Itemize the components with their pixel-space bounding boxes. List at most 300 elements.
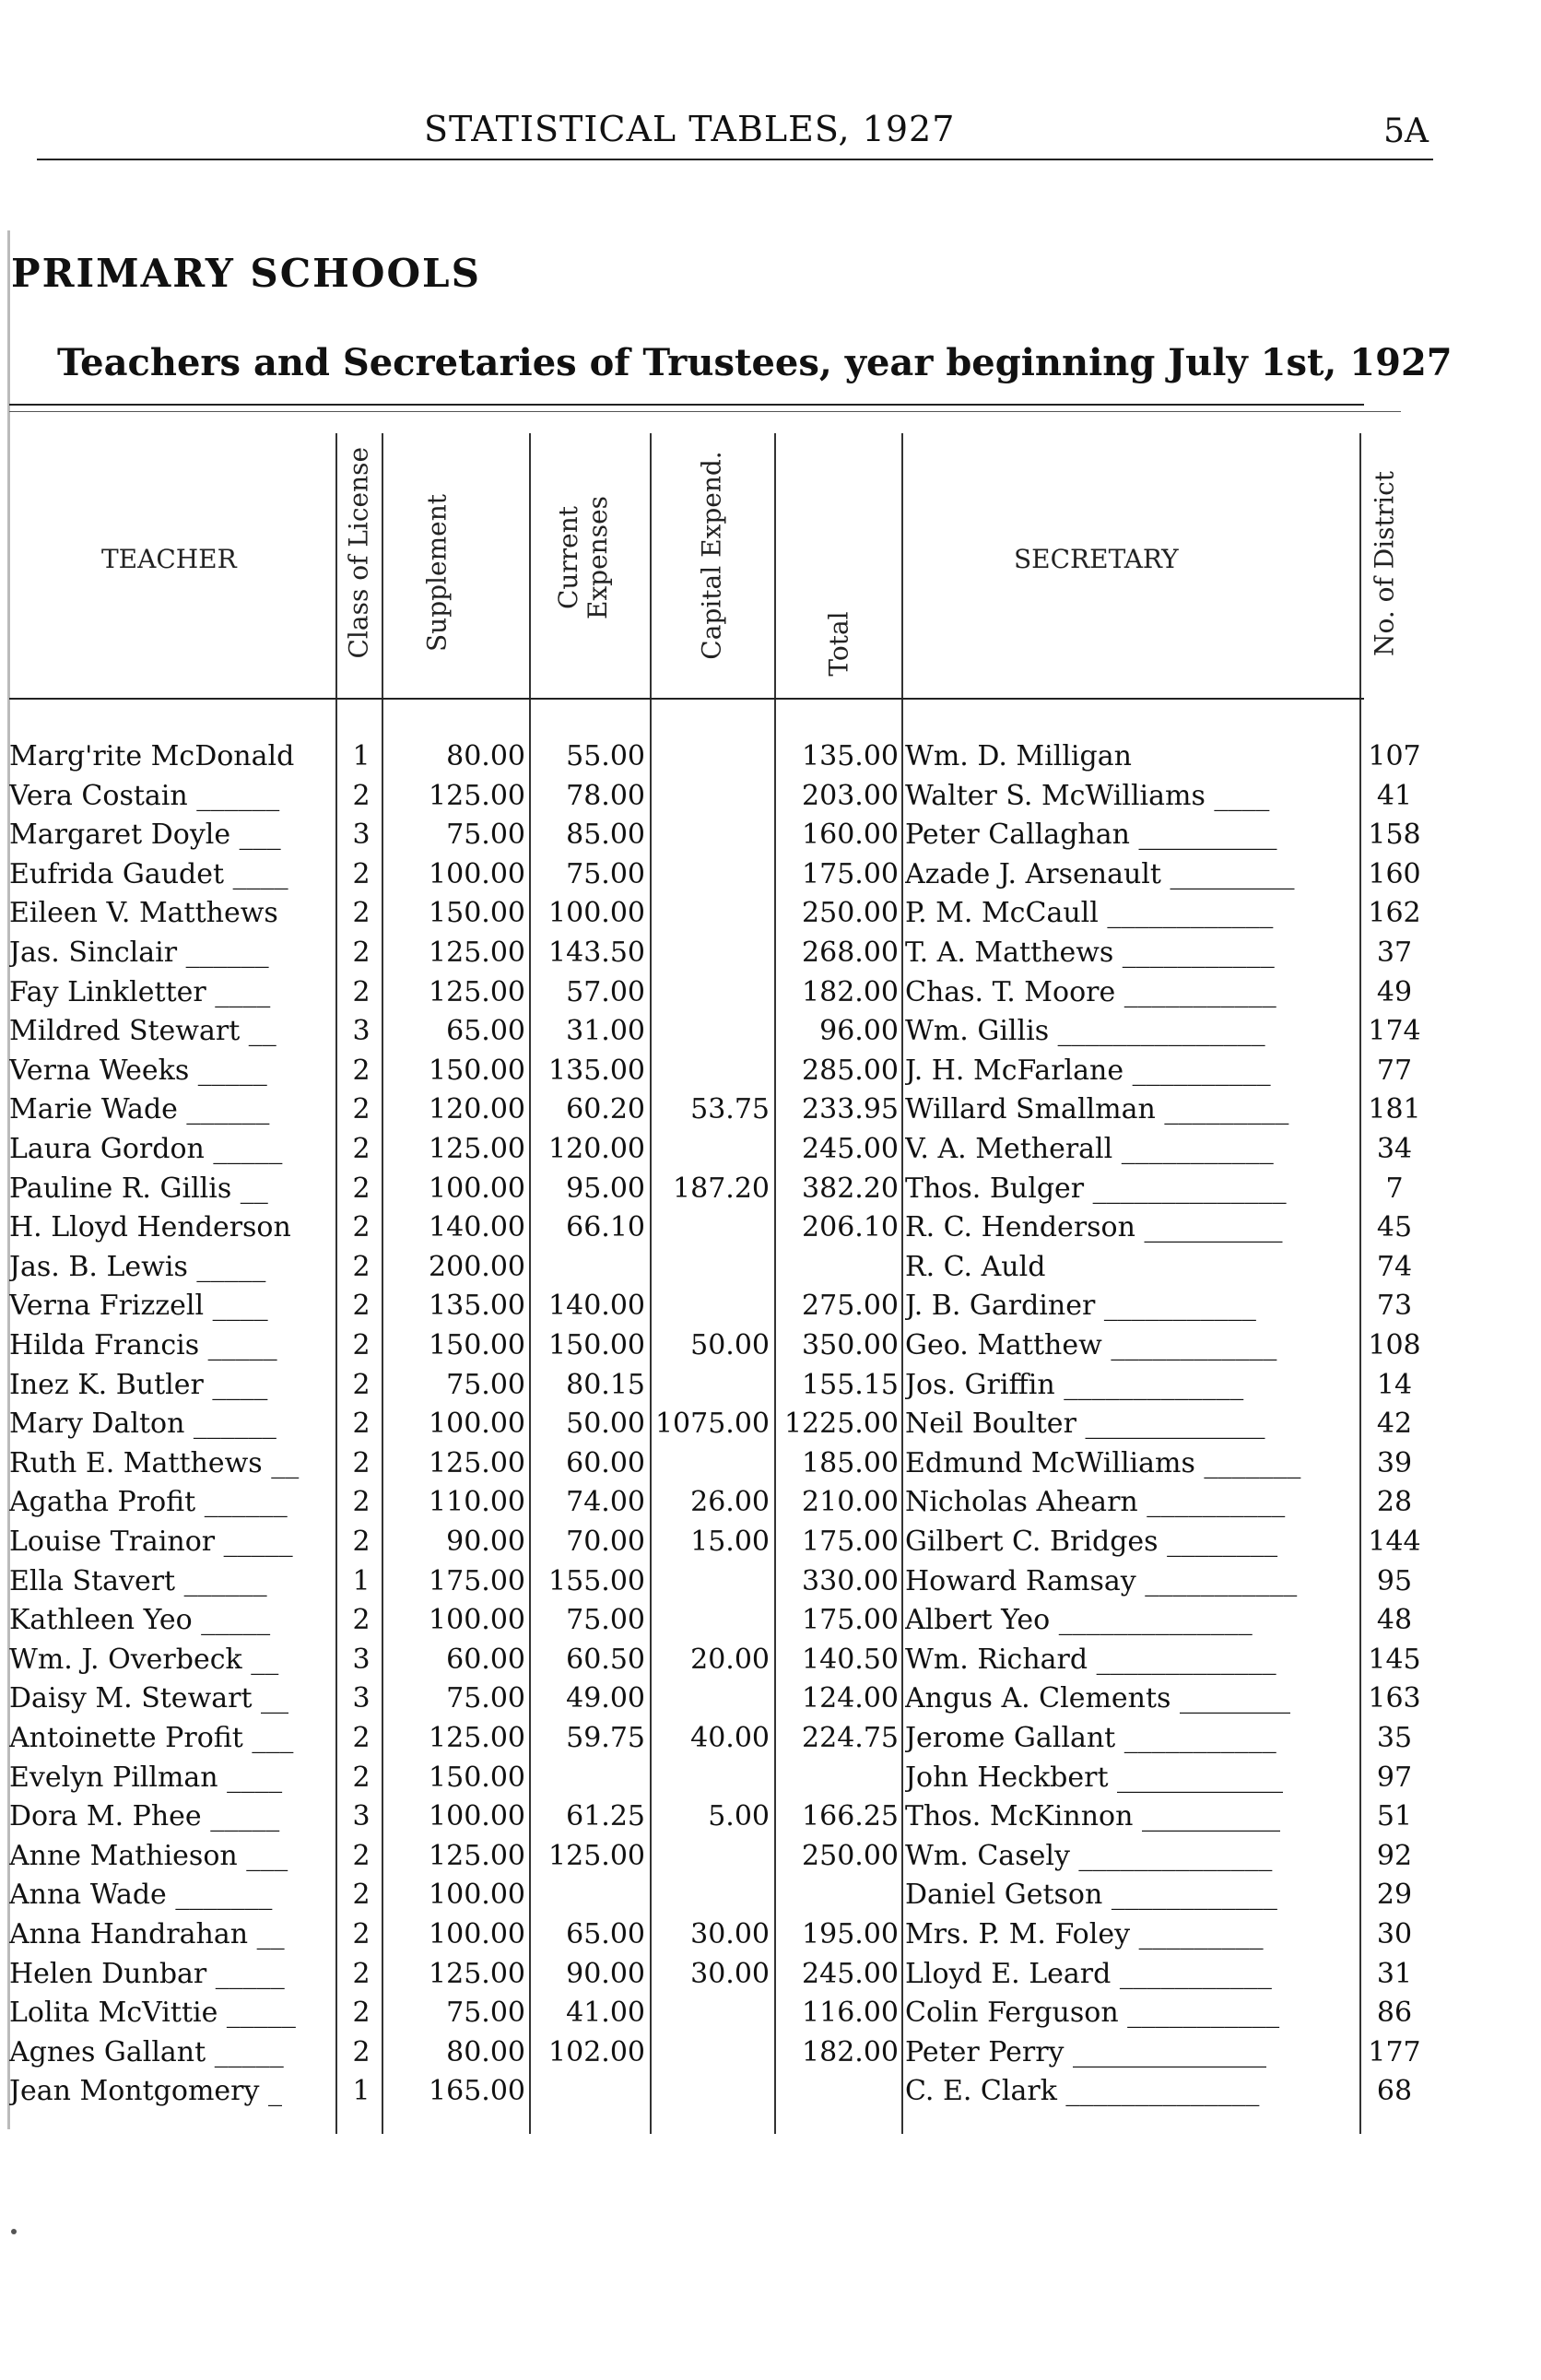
- supplement-amount: 60.00: [446, 1643, 525, 1676]
- table-row: [0, 1759, 1541, 1797]
- district-number: 39: [1376, 1446, 1413, 1479]
- table-row: [0, 1837, 1541, 1876]
- secretary-name: Wm. Richard _____________: [905, 1643, 1276, 1676]
- current-expenses: 65.00: [566, 1918, 645, 1950]
- teacher-name: Daisy M. Stewart __: [9, 1682, 289, 1715]
- class-of-license: 2: [352, 1761, 371, 1794]
- teacher-name: Anne Mathieson ___: [9, 1839, 288, 1872]
- table-row: [0, 1130, 1541, 1169]
- current-expenses: 41.00: [566, 1997, 645, 2030]
- district-number: 108: [1368, 1329, 1421, 1361]
- stray-mark: [11, 2229, 17, 2234]
- total-amount: 166.25: [802, 1800, 899, 1833]
- secretary-name: John Heckbert ____________: [905, 1761, 1284, 1794]
- district-number: 145: [1368, 1643, 1421, 1676]
- total-amount: 233.95: [802, 1093, 899, 1126]
- teacher-name: Anna Handrahan __: [9, 1918, 285, 1950]
- secretary-name: Thos. Bulger ______________: [905, 1172, 1287, 1205]
- class-of-license: 2: [352, 1486, 371, 1519]
- secretary-name: J. B. Gardiner ___________: [905, 1290, 1256, 1323]
- secretary-name: C. E. Clark ______________: [905, 2075, 1260, 2108]
- secretary-name: Howard Ramsay ___________: [905, 1564, 1298, 1597]
- total-amount: 203.00: [802, 779, 899, 812]
- class-of-license: 1: [352, 740, 371, 772]
- supplement-amount: 100.00: [429, 1800, 525, 1833]
- teacher-name: Lolita McVittie _____: [9, 1997, 296, 2030]
- supplement-amount: 100.00: [429, 1172, 525, 1205]
- current-expenses: 125.00: [548, 1839, 645, 1872]
- teacher-name: Margaret Doyle ___: [9, 819, 281, 852]
- total-amount: 195.00: [802, 1918, 899, 1950]
- district-number: 92: [1376, 1839, 1413, 1872]
- supplement-amount: 125.00: [429, 1839, 525, 1872]
- header-total: Total: [823, 611, 854, 677]
- teacher-name: Mary Dalton ______: [9, 1408, 276, 1441]
- current-expenses: 55.00: [566, 740, 645, 772]
- total-amount: 268.00: [802, 937, 899, 969]
- district-number: 29: [1376, 1879, 1413, 1912]
- table-row: [0, 1287, 1541, 1325]
- district-number: 97: [1376, 1761, 1413, 1794]
- supplement-amount: 135.00: [429, 1290, 525, 1323]
- district-number: 48: [1376, 1604, 1413, 1637]
- class-of-license: 2: [352, 1250, 371, 1283]
- table-row: [0, 2072, 1541, 2111]
- secretary-name: Peter Perry ______________: [905, 2035, 1267, 2068]
- section-subtitle: Teachers and Secretaries of Trustees, year beginning July 1st, 1927: [57, 341, 1453, 384]
- secretary-name: Peter Callaghan __________: [905, 819, 1277, 852]
- table-row: [0, 1915, 1541, 1954]
- current-expenses: 85.00: [566, 819, 645, 852]
- table-row: [0, 737, 1541, 776]
- current-expenses: 120.00: [548, 1133, 645, 1165]
- secretary-name: Wm. Casely ______________: [905, 1839, 1273, 1872]
- class-of-license: 2: [352, 1918, 371, 1950]
- teacher-name: Dora M. Phee _____: [9, 1800, 280, 1833]
- header-current-line2: Expenses: [582, 495, 613, 620]
- class-of-license: 1: [352, 1564, 371, 1597]
- capital-expend: 26.00: [690, 1486, 770, 1519]
- total-amount: 155.15: [802, 1368, 899, 1401]
- supplement-amount: 80.00: [446, 740, 525, 772]
- teacher-name: Verna Weeks _____: [9, 1054, 267, 1087]
- table-row: [0, 1876, 1541, 1915]
- current-expenses: 150.00: [548, 1329, 645, 1361]
- header-teacher: TEACHER: [101, 544, 237, 574]
- teacher-name: Wm. J. Overbeck __: [9, 1643, 279, 1676]
- secretary-name: R. C. Henderson __________: [905, 1211, 1283, 1244]
- supplement-amount: 75.00: [446, 819, 525, 852]
- supplement-amount: 100.00: [429, 1604, 525, 1637]
- class-of-license: 2: [352, 1093, 371, 1126]
- total-amount: 1225.00: [783, 1408, 899, 1441]
- current-expenses: 75.00: [566, 1604, 645, 1637]
- total-amount: 116.00: [802, 1997, 899, 2030]
- class-of-license: 2: [352, 975, 371, 1008]
- capital-expend: 1075.00: [654, 1408, 770, 1441]
- district-number: 35: [1376, 1722, 1413, 1754]
- total-amount: 124.00: [802, 1682, 899, 1715]
- secretary-name: Edmund McWilliams _______: [905, 1446, 1301, 1479]
- teacher-name: Kathleen Yeo _____: [9, 1604, 271, 1637]
- district-number: 31: [1376, 1957, 1413, 1990]
- current-expenses: 135.00: [548, 1054, 645, 1087]
- capital-expend: 187.20: [673, 1172, 770, 1205]
- class-of-license: 3: [352, 1800, 371, 1833]
- table-row: [0, 934, 1541, 972]
- table-row: [0, 1208, 1541, 1247]
- supplement-amount: 165.00: [429, 2075, 525, 2108]
- total-amount: 210.00: [802, 1486, 899, 1519]
- teacher-name: Louise Trainor _____: [9, 1526, 293, 1558]
- district-number: 74: [1376, 1250, 1413, 1283]
- teacher-name: Agatha Profit ______: [9, 1486, 288, 1519]
- table-row: [0, 1366, 1541, 1405]
- teacher-name: Marie Wade ______: [9, 1093, 270, 1126]
- supplement-amount: 75.00: [446, 1368, 525, 1401]
- table-row: [0, 1248, 1541, 1287]
- header-current-expenses: [554, 493, 618, 622]
- class-of-license: 2: [352, 1172, 371, 1205]
- teacher-name: H. Lloyd Henderson: [9, 1211, 291, 1244]
- table-row: [0, 855, 1541, 894]
- header-current-line1: Current: [553, 505, 583, 610]
- class-of-license: 2: [352, 779, 371, 812]
- total-amount: 96.00: [819, 1015, 899, 1048]
- district-number: 107: [1368, 740, 1421, 772]
- class-of-license: 3: [352, 1643, 371, 1676]
- total-amount: 382.20: [802, 1172, 899, 1205]
- class-of-license: 2: [352, 1329, 371, 1361]
- secretary-name: P. M. McCaull ____________: [905, 897, 1274, 930]
- teacher-name: Jas. Sinclair ______: [9, 937, 269, 969]
- district-number: 181: [1368, 1093, 1421, 1126]
- current-expenses: 60.50: [566, 1643, 645, 1676]
- capital-expend: 50.00: [690, 1329, 770, 1361]
- current-expenses: 66.10: [566, 1211, 645, 1244]
- class-of-license: 3: [352, 819, 371, 852]
- teacher-name: Verna Frizzell ____: [9, 1290, 268, 1323]
- current-expenses: 80.15: [566, 1368, 645, 1401]
- supplement-amount: 150.00: [429, 1329, 525, 1361]
- secretary-name: Willard Smallman _________: [905, 1093, 1289, 1126]
- header-rule: [37, 159, 1433, 160]
- class-of-license: 2: [352, 1722, 371, 1754]
- secretary-name: Neil Boulter _____________: [905, 1408, 1265, 1441]
- supplement-amount: 110.00: [429, 1486, 525, 1519]
- secretary-name: Angus A. Clements ________: [905, 1682, 1290, 1715]
- district-number: 95: [1376, 1564, 1413, 1597]
- supplement-amount: 100.00: [429, 1918, 525, 1950]
- table-row: [0, 1719, 1541, 1758]
- teacher-name: Jas. B. Lewis _____: [9, 1250, 266, 1283]
- supplement-amount: 125.00: [429, 1133, 525, 1165]
- page-number: 5A: [1383, 112, 1429, 150]
- class-of-license: 2: [352, 1368, 371, 1401]
- district-number: 162: [1368, 897, 1421, 930]
- teacher-name: Ella Stavert ______: [9, 1564, 267, 1597]
- total-amount: 185.00: [802, 1446, 899, 1479]
- teacher-name: Agnes Gallant _____: [9, 2035, 284, 2068]
- class-of-license: 2: [352, 937, 371, 969]
- supplement-amount: 150.00: [429, 897, 525, 930]
- supplement-amount: 125.00: [429, 1722, 525, 1754]
- current-expenses: 95.00: [566, 1172, 645, 1205]
- supplement-amount: 120.00: [429, 1093, 525, 1126]
- total-amount: 206.10: [802, 1211, 899, 1244]
- total-amount: 175.00: [802, 1604, 899, 1637]
- class-of-license: 2: [352, 1997, 371, 2030]
- district-number: 73: [1376, 1290, 1413, 1323]
- capital-expend: 15.00: [690, 1526, 770, 1558]
- header-no-of-district: No. of District: [1369, 470, 1400, 657]
- secretary-name: Walter S. McWilliams ____: [905, 779, 1270, 812]
- current-expenses: 140.00: [548, 1290, 645, 1323]
- secretary-name: Nicholas Ahearn __________: [905, 1486, 1286, 1519]
- total-amount: 175.00: [802, 857, 899, 890]
- table-row: [0, 1483, 1541, 1522]
- supplement-amount: 140.00: [429, 1211, 525, 1244]
- secretary-name: T. A. Matthews ___________: [905, 937, 1275, 969]
- supplement-amount: 125.00: [429, 779, 525, 812]
- district-number: 51: [1376, 1800, 1413, 1833]
- class-of-license: 2: [352, 1604, 371, 1637]
- supplement-amount: 125.00: [429, 937, 525, 969]
- total-amount: 350.00: [802, 1329, 899, 1361]
- district-number: 49: [1376, 975, 1413, 1008]
- secretary-name: Geo. Matthew ____________: [905, 1329, 1277, 1361]
- table-row: [0, 1601, 1541, 1640]
- capital-expend: 40.00: [690, 1722, 770, 1754]
- table-top-rule: [9, 404, 1364, 406]
- table-row: [0, 1326, 1541, 1365]
- current-expenses: 60.00: [566, 1446, 645, 1479]
- table-row: [0, 1797, 1541, 1836]
- class-of-license: 3: [352, 1682, 371, 1715]
- secretary-name: Lloyd E. Leard ___________: [905, 1957, 1272, 1990]
- supplement-amount: 200.00: [429, 1250, 525, 1283]
- capital-expend: 20.00: [690, 1643, 770, 1676]
- class-of-license: 2: [352, 1879, 371, 1912]
- secretary-name: Gilbert C. Bridges ________: [905, 1526, 1278, 1558]
- running-title: STATISTICAL TABLES, 1927: [424, 109, 956, 149]
- district-number: 163: [1368, 1682, 1421, 1715]
- current-expenses: 61.25: [566, 1800, 645, 1833]
- teacher-name: Helen Dunbar _____: [9, 1957, 285, 1990]
- supplement-amount: 125.00: [429, 975, 525, 1008]
- total-amount: 285.00: [802, 1054, 899, 1087]
- total-amount: 245.00: [802, 1957, 899, 1990]
- district-number: 86: [1376, 1997, 1413, 2030]
- teacher-name: Evelyn Pillman ____: [9, 1761, 283, 1794]
- district-number: 160: [1368, 857, 1421, 890]
- district-number: 158: [1368, 819, 1421, 852]
- current-expenses: 75.00: [566, 857, 645, 890]
- total-amount: 250.00: [802, 897, 899, 930]
- table-row: [0, 973, 1541, 1012]
- class-of-license: 1: [352, 2075, 371, 2108]
- current-expenses: 143.50: [548, 937, 645, 969]
- total-amount: 182.00: [802, 2035, 899, 2068]
- class-of-license: 2: [352, 1957, 371, 1990]
- total-amount: 175.00: [802, 1526, 899, 1558]
- teacher-name: Vera Costain ______: [9, 779, 280, 812]
- class-of-license: 3: [352, 1015, 371, 1048]
- teacher-name: Jean Montgomery _: [9, 2075, 282, 2108]
- current-expenses: 90.00: [566, 1957, 645, 1990]
- district-number: 37: [1376, 937, 1413, 969]
- table-row: [0, 1444, 1541, 1483]
- district-number: 30: [1376, 1918, 1413, 1950]
- secretary-name: J. H. McFarlane __________: [905, 1054, 1271, 1087]
- secretary-name: Chas. T. Moore ___________: [905, 975, 1276, 1008]
- class-of-license: 2: [352, 1446, 371, 1479]
- header-class-of-license: Class of License: [343, 446, 374, 659]
- teacher-name: Pauline R. Gillis __: [9, 1172, 268, 1205]
- secretary-name: Wm. D. Milligan: [905, 740, 1132, 772]
- table-row: [0, 2033, 1541, 2072]
- current-expenses: 60.20: [566, 1093, 645, 1126]
- table-row: [0, 1052, 1541, 1090]
- table-row: [0, 1090, 1541, 1129]
- header-capital-expend: Capital Expend.: [696, 451, 727, 660]
- table-row: [0, 1523, 1541, 1561]
- teacher-name: Ruth E. Matthews __: [9, 1446, 300, 1479]
- total-amount: 275.00: [802, 1290, 899, 1323]
- capital-expend: 30.00: [690, 1957, 770, 1990]
- current-expenses: 59.75: [566, 1722, 645, 1754]
- capital-expend: 5.00: [708, 1800, 770, 1833]
- secretary-name: Jerome Gallant ___________: [905, 1722, 1276, 1754]
- class-of-license: 2: [352, 1408, 371, 1441]
- secretary-name: Thos. McKinnon __________: [905, 1800, 1280, 1833]
- capital-expend: 53.75: [690, 1093, 770, 1126]
- teacher-name: Antoinette Profit ___: [9, 1722, 294, 1754]
- supplement-amount: 100.00: [429, 1408, 525, 1441]
- table-row: [0, 894, 1541, 933]
- table-row: [0, 1405, 1541, 1443]
- class-of-license: 2: [352, 1133, 371, 1165]
- secretary-name: Mrs. P. M. Foley _________: [905, 1918, 1264, 1950]
- table-row: [0, 1562, 1541, 1601]
- current-expenses: 74.00: [566, 1486, 645, 1519]
- teacher-name: Laura Gordon _____: [9, 1133, 283, 1165]
- table-row: [0, 816, 1541, 854]
- current-expenses: 102.00: [548, 2035, 645, 2068]
- teacher-name: Mildred Stewart __: [9, 1015, 276, 1048]
- secretary-name: Wm. Gillis _______________: [905, 1015, 1265, 1048]
- supplement-amount: 175.00: [429, 1564, 525, 1597]
- current-expenses: 57.00: [566, 975, 645, 1008]
- header-supplement: Supplement: [421, 494, 453, 652]
- district-number: 177: [1368, 2035, 1421, 2068]
- total-amount: 330.00: [802, 1564, 899, 1597]
- teacher-name: Hilda Francis _____: [9, 1329, 277, 1361]
- supplement-amount: 75.00: [446, 1682, 525, 1715]
- current-expenses: 78.00: [566, 779, 645, 812]
- total-amount: 182.00: [802, 975, 899, 1008]
- supplement-amount: 150.00: [429, 1761, 525, 1794]
- running-head: [37, 109, 1429, 155]
- secretary-name: R. C. Auld: [905, 1250, 1046, 1283]
- table-row: [0, 1012, 1541, 1051]
- class-of-license: 2: [352, 1839, 371, 1872]
- district-number: 77: [1376, 1054, 1413, 1087]
- teacher-name: Inez K. Butler ____: [9, 1368, 268, 1401]
- supplement-amount: 100.00: [429, 1879, 525, 1912]
- table-row: [0, 1170, 1541, 1208]
- current-expenses: 31.00: [566, 1015, 645, 1048]
- teacher-name: Eileen V. Matthews: [9, 897, 278, 930]
- district-number: 144: [1368, 1526, 1421, 1558]
- district-number: 7: [1385, 1172, 1404, 1205]
- district-number: 28: [1376, 1486, 1413, 1519]
- current-expenses: 100.00: [548, 897, 645, 930]
- supplement-amount: 125.00: [429, 1446, 525, 1479]
- class-of-license: 2: [352, 857, 371, 890]
- table-row: [0, 1679, 1541, 1718]
- teacher-name: Marg'rite McDonald: [9, 740, 295, 772]
- table-row: [0, 777, 1541, 816]
- table-row: [0, 1641, 1541, 1679]
- supplement-amount: 65.00: [446, 1015, 525, 1048]
- total-amount: 250.00: [802, 1839, 899, 1872]
- section-title: PRIMARY SCHOOLS: [11, 251, 481, 296]
- class-of-license: 2: [352, 1290, 371, 1323]
- district-number: 68: [1376, 2075, 1413, 2108]
- secretary-name: Colin Ferguson ___________: [905, 1997, 1280, 2030]
- current-expenses: 50.00: [566, 1408, 645, 1441]
- supplement-amount: 150.00: [429, 1054, 525, 1087]
- class-of-license: 2: [352, 897, 371, 930]
- total-amount: 140.50: [802, 1643, 899, 1676]
- total-amount: 160.00: [802, 819, 899, 852]
- district-number: 34: [1376, 1133, 1413, 1165]
- total-amount: 245.00: [802, 1133, 899, 1165]
- header-secretary: SECRETARY: [1014, 544, 1179, 574]
- secretary-name: Albert Yeo ______________: [905, 1604, 1253, 1637]
- class-of-license: 2: [352, 1054, 371, 1087]
- secretary-name: Jos. Griffin _____________: [905, 1368, 1244, 1401]
- table-row: [0, 1955, 1541, 1994]
- class-of-license: 2: [352, 1211, 371, 1244]
- district-number: 42: [1376, 1408, 1413, 1441]
- current-expenses: 49.00: [566, 1682, 645, 1715]
- total-amount: 224.75: [802, 1722, 899, 1754]
- district-number: 14: [1376, 1368, 1413, 1401]
- table-row: [0, 1994, 1541, 2032]
- teacher-name: Eufrida Gaudet ____: [9, 857, 288, 890]
- supplement-amount: 80.00: [446, 2035, 525, 2068]
- current-expenses: 155.00: [548, 1564, 645, 1597]
- teacher-name: Anna Wade _______: [9, 1879, 273, 1912]
- secretary-name: Daniel Getson ____________: [905, 1879, 1277, 1912]
- header-bottom-rule: [9, 698, 1364, 700]
- class-of-license: 2: [352, 2035, 371, 2068]
- supplement-amount: 75.00: [446, 1997, 525, 2030]
- table-top-rule-thin: [9, 411, 1401, 412]
- secretary-name: V. A. Metherall ___________: [905, 1133, 1274, 1165]
- district-number: 41: [1376, 779, 1413, 812]
- capital-expend: 30.00: [690, 1918, 770, 1950]
- supplement-amount: 125.00: [429, 1957, 525, 1990]
- supplement-amount: 100.00: [429, 857, 525, 890]
- secretary-name: Azade J. Arsenault _________: [905, 857, 1295, 890]
- district-number: 174: [1368, 1015, 1421, 1048]
- district-number: 45: [1376, 1211, 1413, 1244]
- supplement-amount: 90.00: [446, 1526, 525, 1558]
- class-of-license: 2: [352, 1526, 371, 1558]
